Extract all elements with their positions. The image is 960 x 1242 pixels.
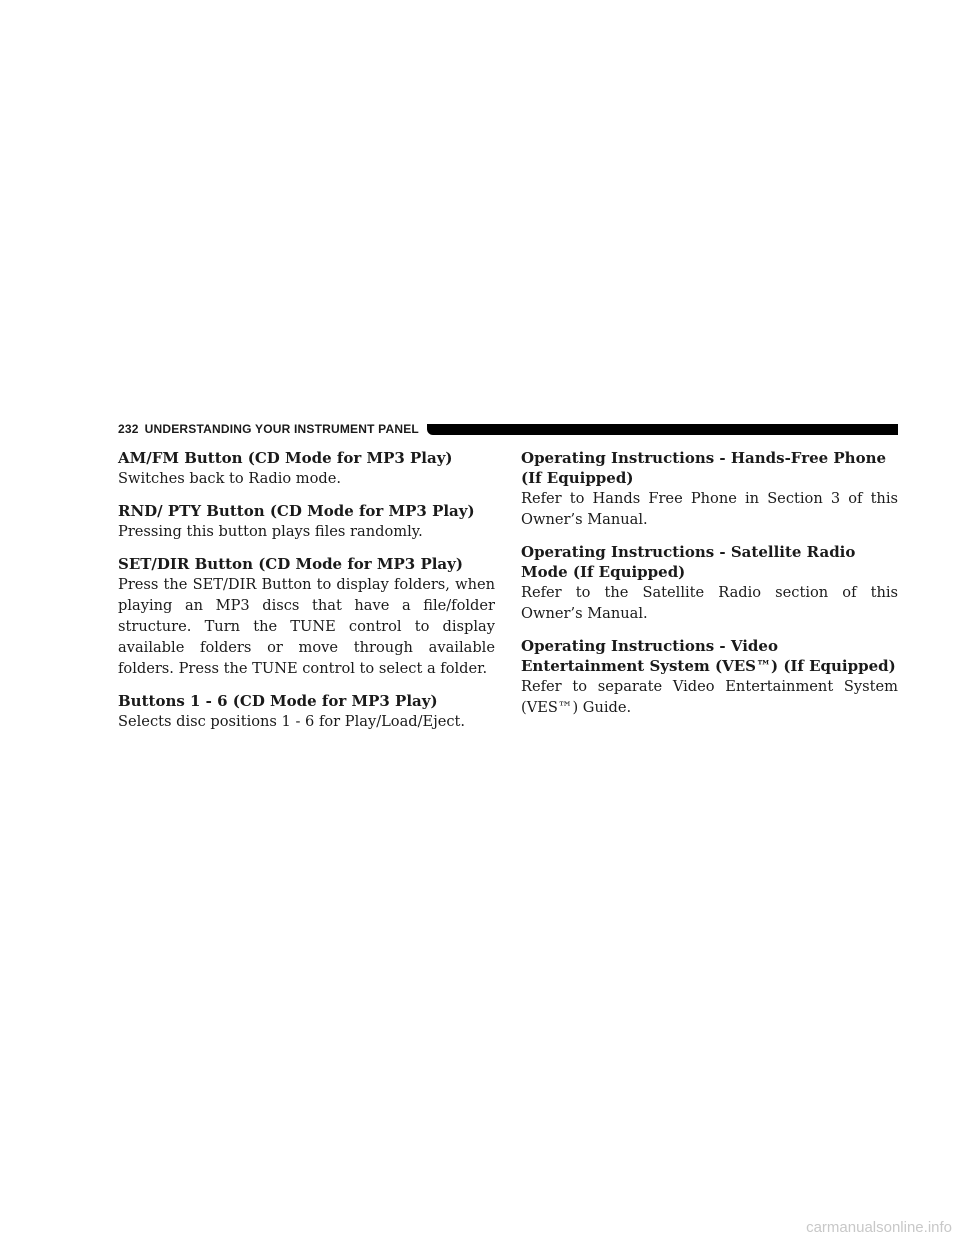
- section-heading: AM/FM Button (CD Mode for MP3 Play): [118, 449, 453, 467]
- section-heading: RND/ PTY Button (CD Mode for MP3 Play): [118, 502, 475, 520]
- section-satellite-radio: [521, 542, 898, 624]
- section-heading: Operating Instructions - Hands-Free Phone (If Equipped): [521, 449, 887, 487]
- section-heading: SET/DIR Button (CD Mode for MP3 Play): [118, 555, 463, 573]
- section-body: Refer to the Satellite Radio section of this Owner’s Manual.: [521, 584, 898, 622]
- section-set-dir-button: [118, 554, 495, 679]
- section-buttons-1-6: [118, 691, 495, 732]
- section-body: Switches back to Radio mode.: [118, 470, 342, 487]
- section-body: Refer to Hands Free Phone in Section 3 of this Owner’s Manual.: [521, 490, 898, 528]
- section-video-entertainment: [521, 636, 898, 718]
- section-heading: Operating Instructions - Satellite Radio Mode (If Equipped): [521, 543, 856, 581]
- page-number: 232: [118, 422, 139, 436]
- watermark-link[interactable]: carmanualsonline.info: [806, 1219, 952, 1236]
- section-body: Pressing this button plays files randomly.: [118, 523, 423, 540]
- left-column: [118, 448, 495, 744]
- section-body: Press the SET/DIR Button to display folders, when playing an MP3 discs that have a file/folder structure. Turn the TUNE control to display available folders or move through available folders. Press the TUNE control to select a folder.: [118, 576, 495, 677]
- header-rule: [427, 424, 898, 435]
- section-am-fm-button: [118, 448, 495, 489]
- section-rnd-pty-button: [118, 501, 495, 542]
- page-header: [118, 420, 898, 438]
- section-title: UNDERSTANDING YOUR INSTRUMENT PANEL: [144, 422, 419, 436]
- right-column: [521, 448, 898, 730]
- section-heading: Operating Instructions - Video Entertainment System (VES™) (If Equipped): [521, 637, 896, 675]
- section-hands-free-phone: [521, 448, 898, 530]
- section-heading: Buttons 1 - 6 (CD Mode for MP3 Play): [118, 692, 438, 710]
- section-body: Refer to separate Video Entertainment System (VES™) Guide.: [521, 678, 898, 716]
- section-body: Selects disc positions 1 - 6 for Play/Load/Eject.: [118, 713, 466, 730]
